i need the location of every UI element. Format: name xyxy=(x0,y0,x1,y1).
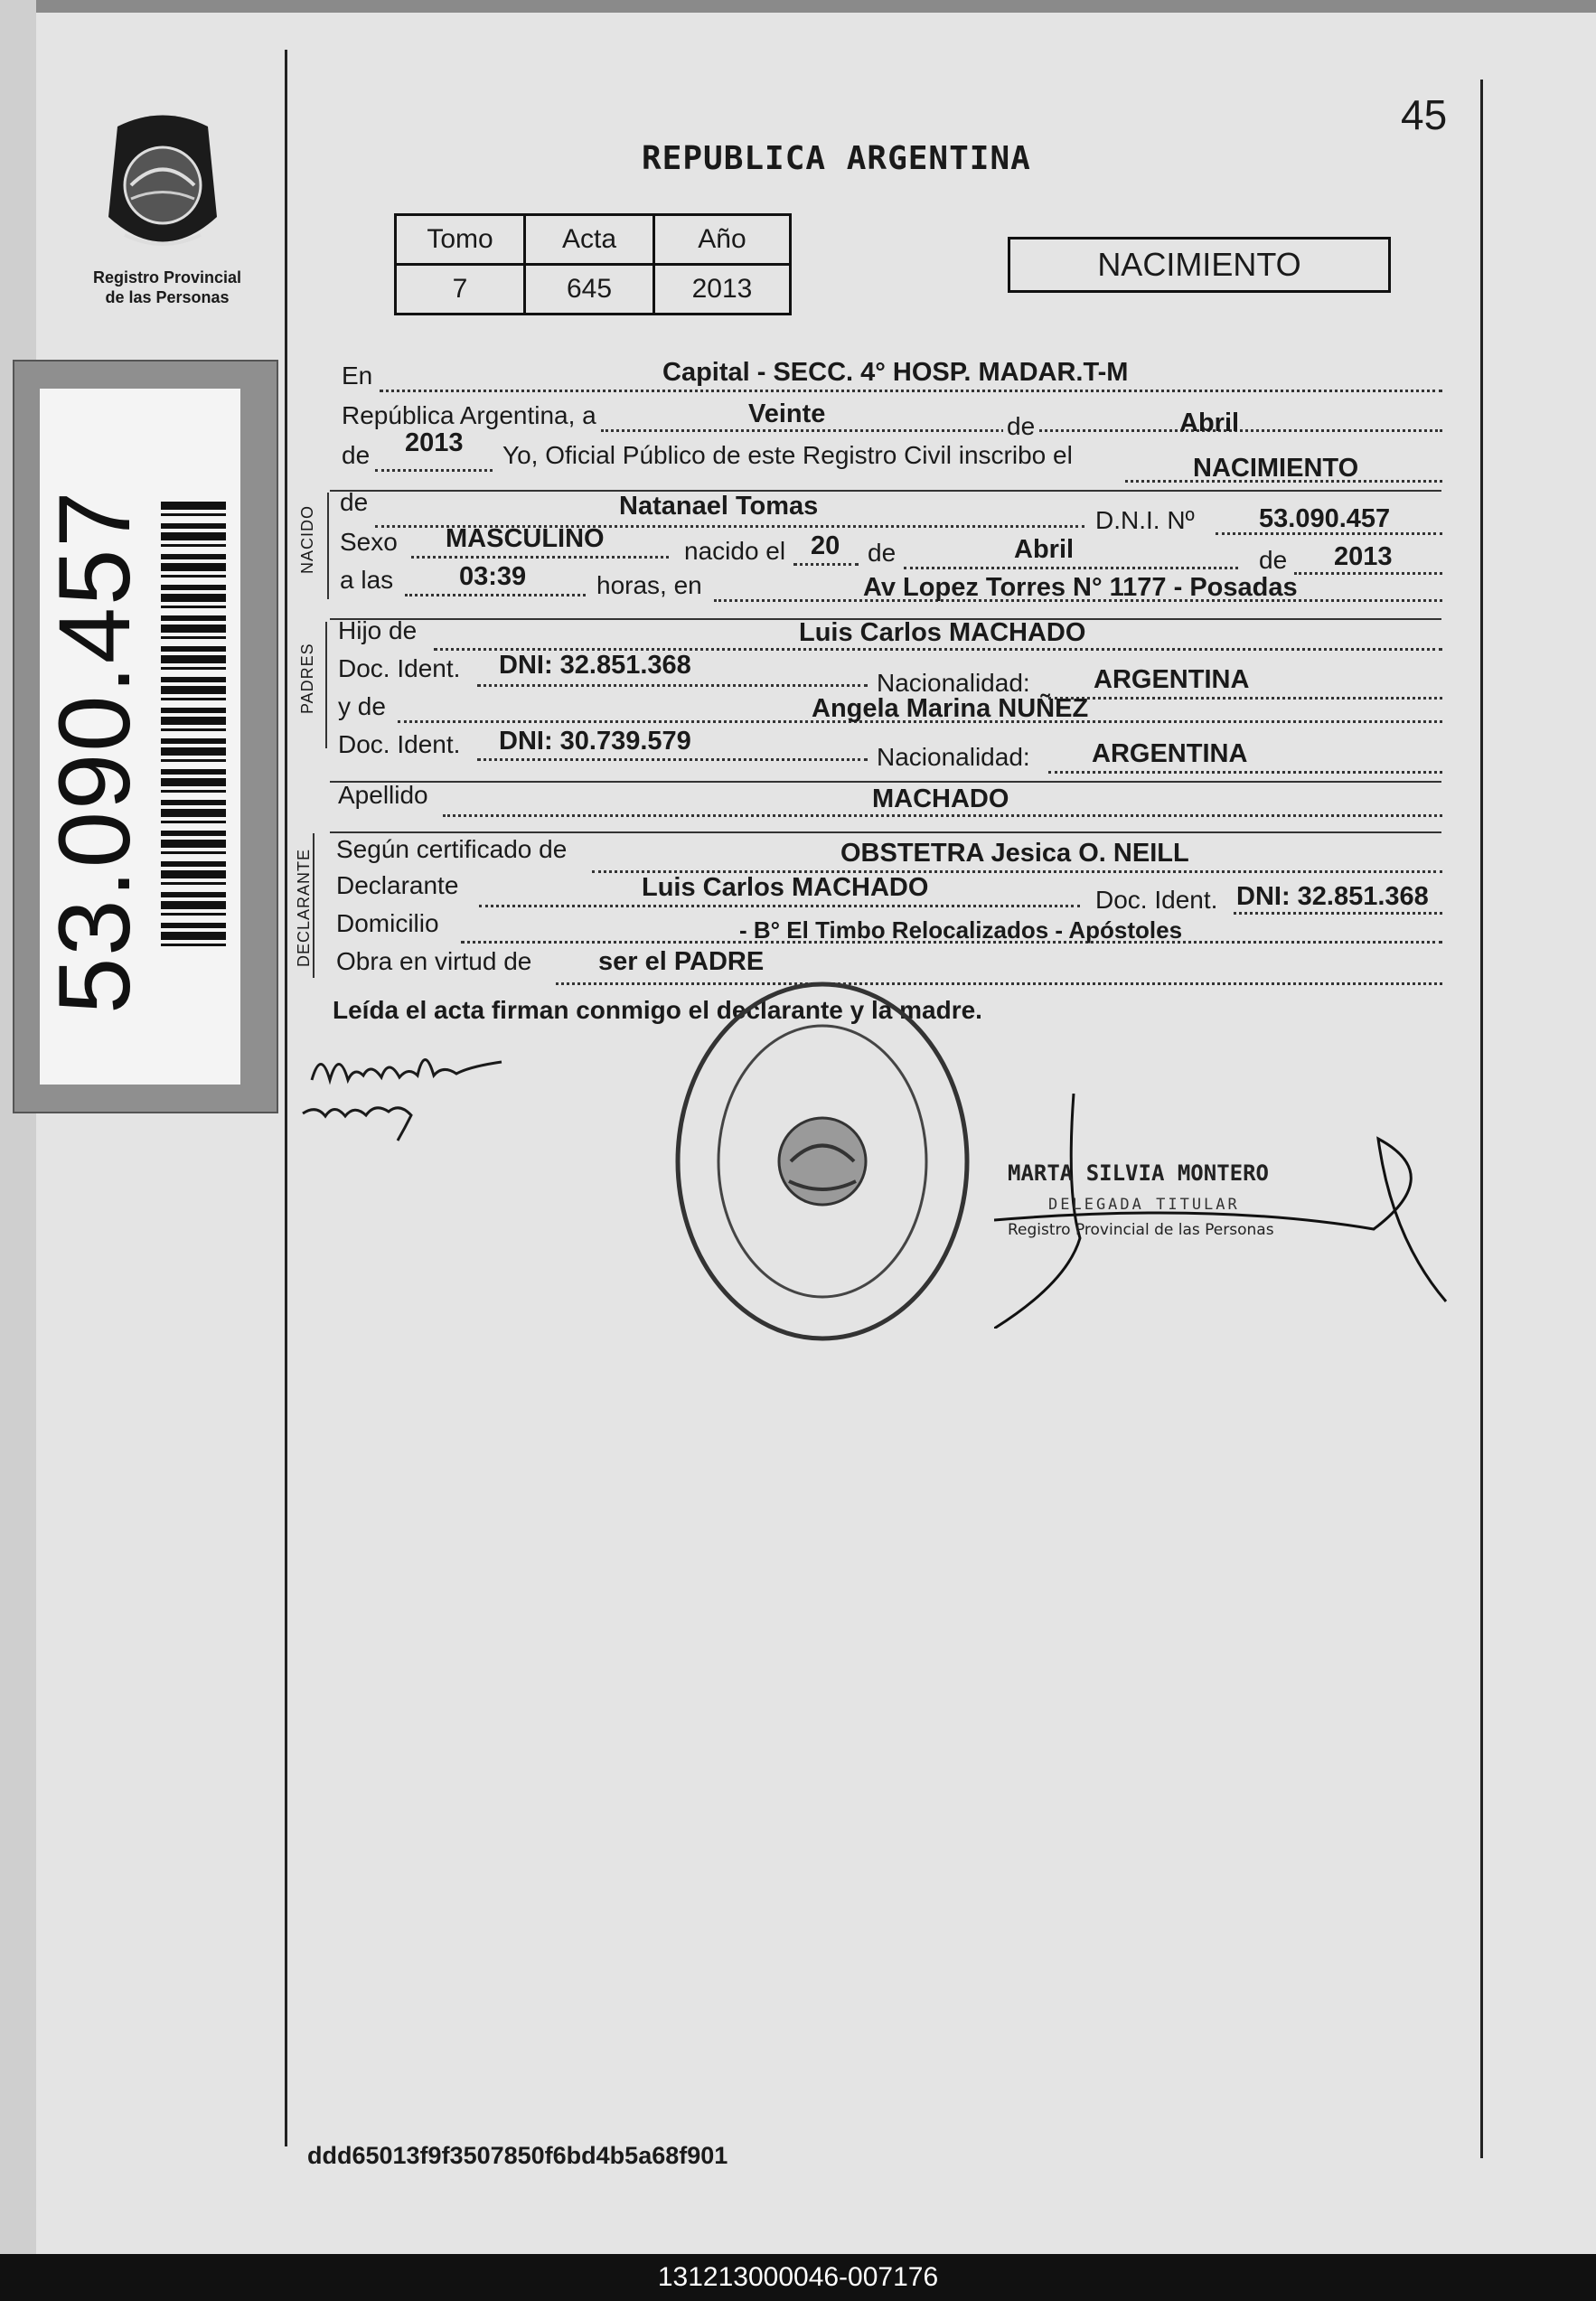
registry-logo-text xyxy=(63,268,271,307)
birth-day: 20 xyxy=(811,531,840,560)
decl-doc-label: Doc. Ident. xyxy=(1095,886,1218,914)
col-header-tomo: Tomo xyxy=(396,215,525,265)
birth-de-label-2: de xyxy=(1259,546,1288,574)
declarante-name: Luis Carlos MACHADO xyxy=(642,873,929,902)
birth-place: Av Lopez Torres N° 1177 - Posadas xyxy=(863,573,1298,602)
dotted-line xyxy=(793,562,859,566)
record-type-box: NACIMIENTO xyxy=(1008,237,1391,293)
svg-text:MARTA SILVIA MONTERO: MARTA SILVIA MONTERO xyxy=(1008,1160,1269,1186)
tomo-value: 7 xyxy=(396,265,525,315)
col-header-anio: Año xyxy=(654,215,791,265)
section-separator xyxy=(330,490,1441,492)
barcode-bars xyxy=(161,502,226,953)
cert-value: OBSTETRA Jesica O. NEILL xyxy=(840,839,1189,868)
apellido-label: Apellido xyxy=(338,781,428,809)
declarant-signature xyxy=(298,1039,533,1148)
dotted-line xyxy=(1048,770,1442,774)
logo-text-line-2: de las Personas xyxy=(105,288,230,306)
child-dni: 53.090.457 xyxy=(1259,504,1391,533)
sexo-value: MASCULINO xyxy=(446,524,605,553)
right-margin-line xyxy=(1480,80,1483,2158)
nacido-el-label: nacido el xyxy=(684,537,786,565)
domicilio-value: - B° El Timbo Relocalizados - Apóstoles xyxy=(739,916,1183,944)
section-label-padres: PADRES xyxy=(298,643,316,714)
dotted-line xyxy=(380,389,1442,392)
nacido-de-label: de xyxy=(340,488,369,516)
closing-statement: Leída el acta firman conmigo el declarante y la madre. xyxy=(333,996,982,1024)
section-bar xyxy=(325,622,327,748)
father-nationality: ARGENTINA xyxy=(1094,665,1250,694)
section-label-declarante: DECLARANTE xyxy=(295,848,313,967)
obra-label: Obra en virtud de xyxy=(336,947,532,975)
official-text: Yo, Oficial Público de este Registro Civil inscribo el xyxy=(502,441,1073,469)
section-label-nacido: NACIDO xyxy=(298,504,316,574)
alas-label: a las xyxy=(340,566,394,594)
declarante-label: Declarante xyxy=(336,871,459,899)
apellido-value: MACHADO xyxy=(872,784,1009,813)
anio-value: 2013 xyxy=(654,265,791,315)
month-value: Abril xyxy=(1179,409,1240,437)
scan-left-edge xyxy=(0,0,36,2254)
mother-nat-label: Nacionalidad: xyxy=(877,743,1030,771)
dotted-line xyxy=(477,757,868,761)
logo-text-line-1: Registro Provincial xyxy=(92,268,242,286)
page-number: 45 xyxy=(1401,91,1448,138)
svg-text:Registro Provincial de las Per: Registro Provincial de las Personas xyxy=(1008,1221,1274,1239)
father-nat-label: Nacionalidad: xyxy=(877,669,1030,697)
country-title: REPUBLICA ARGENTINA xyxy=(642,140,1031,177)
section-separator xyxy=(330,781,1441,783)
domicilio-label: Domicilio xyxy=(336,909,439,937)
birth-time: 03:39 xyxy=(459,562,527,591)
officer-stamp xyxy=(994,1094,1464,1329)
acta-value: 645 xyxy=(525,265,654,315)
year-prefix-label: de xyxy=(342,441,371,469)
col-header-acta: Acta xyxy=(525,215,654,265)
footer-id: 131213000046-007176 xyxy=(657,2262,939,2292)
day-words-value: Veinte xyxy=(748,399,826,428)
dni-label: D.N.I. Nº xyxy=(1095,506,1195,534)
section-bar xyxy=(327,493,329,599)
left-margin-line xyxy=(285,50,287,2146)
child-name: Natanael Tomas xyxy=(619,492,819,521)
father-doc: DNI: 32.851.368 xyxy=(499,651,691,680)
dotted-line xyxy=(1048,696,1442,700)
dotted-line xyxy=(904,566,1238,569)
birth-month: Abril xyxy=(1014,535,1075,564)
dotted-line xyxy=(479,904,1080,907)
obra-value: ser el PADRE xyxy=(598,947,765,976)
en-label: En xyxy=(342,362,373,390)
birth-year: 2013 xyxy=(1334,542,1393,571)
horas-label: horas, en xyxy=(596,571,702,599)
hijo-de-label: Hijo de xyxy=(338,616,418,644)
sexo-label: Sexo xyxy=(340,528,398,556)
mother-name: Angela Marina NUÑEZ xyxy=(812,694,1089,723)
year-value: 2013 xyxy=(405,428,464,457)
place-value: Capital - SECC. 4° HOSP. MADAR.T-M xyxy=(662,358,1129,387)
mother-doc-label: Doc. Ident. xyxy=(338,730,461,758)
dotted-line xyxy=(477,683,868,687)
document-hash: ddd65013f9f3507850f6bd4b5a68f901 xyxy=(307,2142,728,2169)
cert-label: Según certificado de xyxy=(336,835,568,863)
father-doc-label: Doc. Ident. xyxy=(338,654,461,682)
republica-label: República Argentina, a xyxy=(342,401,596,429)
barcode-number: 53.090.457 xyxy=(38,489,151,1014)
svg-text:DELEGADA TITULAR: DELEGADA TITULAR xyxy=(1048,1196,1240,1214)
provincial-logo xyxy=(99,108,226,267)
birth-de-label: de xyxy=(868,539,897,567)
declarante-doc: DNI: 32.851.368 xyxy=(1236,882,1429,911)
mother-nationality: ARGENTINA xyxy=(1092,739,1248,768)
dotted-line xyxy=(375,468,493,472)
footer-bar xyxy=(0,2254,1596,2301)
de-label: de xyxy=(1003,412,1038,441)
father-name: Luis Carlos MACHADO xyxy=(799,618,1086,647)
dotted-line xyxy=(405,593,586,596)
section-separator xyxy=(330,831,1441,833)
official-seal xyxy=(673,981,972,1347)
scan-top-band xyxy=(0,0,1596,13)
book-table xyxy=(394,213,792,315)
mother-doc: DNI: 30.739.579 xyxy=(499,727,691,756)
act-value: NACIMIENTO xyxy=(1193,454,1359,483)
dotted-line xyxy=(411,555,669,559)
yde-label: y de xyxy=(338,692,386,720)
